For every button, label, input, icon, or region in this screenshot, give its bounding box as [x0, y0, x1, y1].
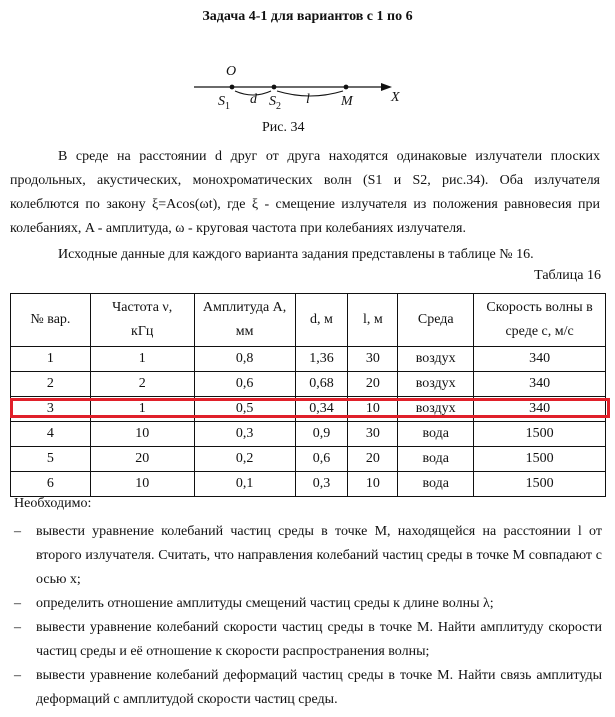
problem-paragraph: В среде на расстоянии d друг от друга находятся одинаковые излучатели плоских продольных, акустических, монохроматических волн (S1 и S2, рис.34). Оба излучателя колеблются по закону ξ=Acos(ωt), где ξ - смещение излучателя из положения равновесия при колебаниях, A - амплитуда, ω - круговая частота при колебаниях излучателя.	[10, 149, 600, 236]
cell-speed: 1500	[474, 472, 606, 497]
header-frequency: Частота ν, кГц	[90, 294, 194, 347]
cell-medium: воздух	[398, 397, 474, 422]
cell-amplitude: 0,6	[194, 372, 295, 397]
cell-medium: воздух	[398, 347, 474, 372]
data-intro-paragraph: Исходные данные для каждого варианта задания представлены в таблице № 16.	[58, 247, 534, 262]
table-row	[11, 472, 606, 497]
list-item: – определить отношение амплитуды смещений частиц среды к длине волны λ;	[14, 592, 602, 616]
cell-l: 20	[348, 372, 398, 397]
x-axis-label: X	[391, 90, 400, 105]
header-medium: Среда	[398, 294, 474, 347]
page-title: Задача 4-1 для вариантов с 1 по 6	[202, 9, 413, 24]
header-amplitude: Амплитуда A, мм	[194, 294, 295, 347]
cell-frequency: 2	[90, 372, 194, 397]
list-item: – вывести уравнение колебаний деформаций частиц среды в точке M. Найти связь амплитуды деформаций с амплитудой скорости частиц среды.	[14, 664, 602, 712]
cell-variant: 5	[11, 447, 91, 472]
cell-variant: 1	[11, 347, 91, 372]
figure-caption: Рис. 34	[262, 120, 305, 135]
cell-l: 20	[348, 447, 398, 472]
header-speed: Скорость волны в среде c, м/с	[474, 294, 606, 347]
m-label: M	[341, 94, 353, 109]
cell-amplitude: 0,1	[194, 472, 295, 497]
cell-d: 0,34	[295, 397, 348, 422]
cell-d: 0,6	[295, 447, 348, 472]
table-row	[11, 422, 606, 447]
s2-label: $S_2$	[269, 94, 281, 112]
header-d: d, м	[295, 294, 348, 347]
s1-label: $S_1$	[218, 94, 230, 112]
table-row-highlighted	[11, 397, 606, 422]
cell-variant: 6	[11, 472, 91, 497]
cell-frequency: 20	[90, 447, 194, 472]
cell-d: 0,9	[295, 422, 348, 447]
cell-speed: 340	[474, 397, 606, 422]
requirements-heading: Необходимо:	[14, 496, 92, 511]
cell-medium: воздух	[398, 372, 474, 397]
cell-medium: вода	[398, 447, 474, 472]
table-header-row	[11, 294, 606, 347]
cell-medium: вода	[398, 422, 474, 447]
cell-frequency: 1	[90, 397, 194, 422]
cell-d: 0,3	[295, 472, 348, 497]
cell-amplitude: 0,5	[194, 397, 295, 422]
cell-variant: 2	[11, 372, 91, 397]
cell-d: 0,68	[295, 372, 348, 397]
table-row	[11, 347, 606, 372]
cell-l: 30	[348, 347, 398, 372]
origin-label: O	[226, 64, 237, 79]
cell-variant: 3	[11, 397, 91, 422]
requirements-list	[14, 520, 602, 712]
cell-frequency: 10	[90, 472, 194, 497]
l-label: l	[306, 92, 310, 107]
cell-frequency: 10	[90, 422, 194, 447]
cell-l: 10	[348, 397, 398, 422]
cell-speed: 340	[474, 372, 606, 397]
cell-variant: 4	[11, 422, 91, 447]
list-item: – вывести уравнение колебаний частиц среды в точке M, находящейся на расстоянии l от второго излучателя. Считать, что направления колебаний частиц среды в точке M совпадают с осью x;	[14, 520, 602, 592]
cell-amplitude: 0,8	[194, 347, 295, 372]
table-row	[11, 372, 606, 397]
variants-table	[10, 293, 606, 497]
d-label: d	[250, 92, 257, 107]
table-row	[11, 447, 606, 472]
cell-amplitude: 0,3	[194, 422, 295, 447]
cell-d: 1,36	[295, 347, 348, 372]
list-item: – вывести уравнение колебаний скорости частиц среды в точке M. Найти амплитуду скорости частиц среды и её отношение к скорости распространения волны;	[14, 616, 602, 664]
cell-frequency: 1	[90, 347, 194, 372]
cell-speed: 1500	[474, 422, 606, 447]
cell-amplitude: 0,2	[194, 447, 295, 472]
cell-l: 30	[348, 422, 398, 447]
header-l: l, м	[348, 294, 398, 347]
header-variant: № вар.	[11, 294, 91, 347]
cell-speed: 340	[474, 347, 606, 372]
cell-speed: 1500	[474, 447, 606, 472]
cell-medium: вода	[398, 472, 474, 497]
cell-l: 10	[348, 472, 398, 497]
table-number: Таблица 16	[534, 268, 601, 283]
